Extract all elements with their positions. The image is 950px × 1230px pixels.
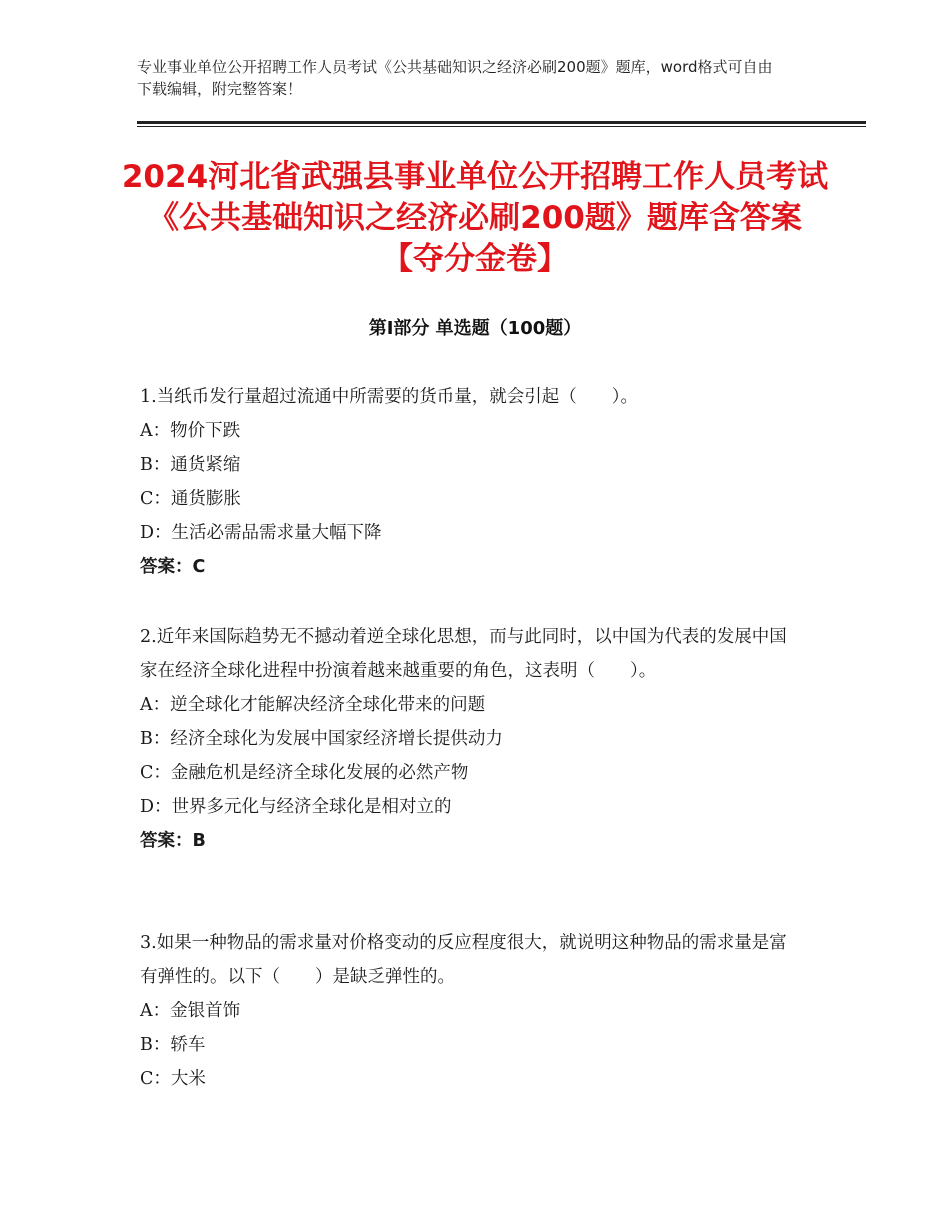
option-b: B：经济全球化为发展中国家经济增长提供动力 (140, 729, 503, 749)
option-d: D：生活必需品需求量大幅下降 (140, 523, 382, 543)
header-rule-thin (137, 126, 866, 127)
question-2 (140, 620, 800, 858)
section-heading: 第Ⅰ部分 单选题（100题） (368, 318, 582, 339)
option-a: A：逆全球化才能解决经济全球化带来的问题 (140, 695, 486, 715)
option-c: C：通货膨胀 (140, 489, 241, 509)
header-note: 专业事业单位公开招聘工作人员考试《公共基础知识之经济必刷200题》题库，word格式可自由下载编辑，附完整答案！ (137, 58, 773, 98)
option-c: C：金融危机是经济全球化发展的必然产物 (140, 763, 469, 783)
question-3 (140, 926, 800, 1096)
question-1 (140, 380, 800, 584)
option-b: B：通货紧缩 (140, 455, 241, 475)
option-c: C：大米 (140, 1069, 206, 1089)
question-stem: 1.当纸币发行量超过流通中所需要的货币量，就会引起（ ）。 (140, 387, 638, 407)
option-a: A：物价下跌 (140, 421, 241, 441)
header-rule-thick (137, 121, 866, 124)
answer: 答案：C (140, 557, 206, 577)
document-title: 2024河北省武强县事业单位公开招聘工作人员考试《公共基础知识之经济必刷200题》题库含答案【夺分金卷】 (121, 159, 829, 277)
question-stem: 3.如果一种物品的需求量对价格变动的反应程度很大，就说明这种物品的需求量是富有弹性的。以下（ ）是缺乏弹性的。 (140, 933, 787, 987)
option-a: A：金银首饰 (140, 1001, 241, 1021)
option-d: D：世界多元化与经济全球化是相对立的 (140, 797, 452, 817)
option-b: B：轿车 (140, 1035, 206, 1055)
question-stem: 2.近年来国际趋势无不撼动着逆全球化思想，而与此同时，以中国为代表的发展中国家在经济全球化进程中扮演着越来越重要的角色，这表明（ ）。 (140, 627, 787, 681)
answer: 答案：B (140, 831, 206, 851)
